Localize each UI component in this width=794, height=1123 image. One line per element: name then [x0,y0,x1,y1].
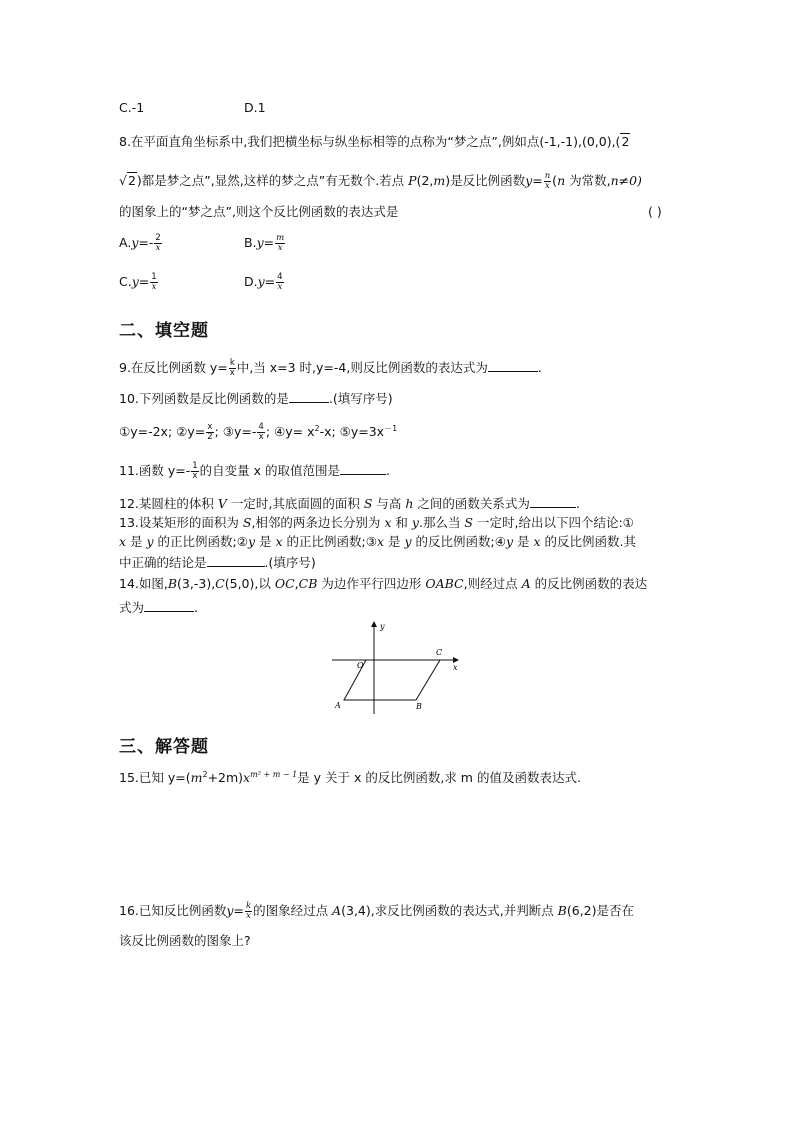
label-c: C [436,648,443,657]
section-heading-fill-in: 二、填空题 [119,321,209,341]
q8-line-3: 的图象上的“梦之点”,则这个反比例函数的表达式是 [119,204,399,219]
parallelogram-figure [330,618,470,718]
q14-line-1: 14.如图,B(3,-3),C(5,0),以 OC,CB 为边作平行四边形 OABC,则经过点 A 的反比例函数的表达 [119,576,648,591]
label-a: A [335,701,341,710]
q13-answer-blank[interactable] [207,553,265,567]
q8-option-b: B.y= $\frac{m}{x}$ [244,233,285,253]
q7-option-d: D.1 [244,100,266,115]
q9-answer-blank[interactable] [488,358,538,372]
q16-line-2: 该反比例函数的图象上? [119,933,251,948]
q13-line-2: x 是 y 的正比例函数;②y 是 x 的正比例函数;③x 是 y 的反比例函数;④y 是 x 的反比例函数.其 [119,534,636,549]
q12-answer-blank[interactable] [530,494,576,508]
q10-answer-blank[interactable] [289,389,329,403]
q14-answer-blank[interactable] [144,598,194,612]
q13-line-1: 13.设某矩形的面积为 S,相邻的两条边长分别为 x 和 y.那么当 S 一定时,给出以下四个结论:① [119,515,634,530]
q15: 15.已知 $y=(m^2+2m)x^{m^2 + m - 1}$是 y 关于 x 的反比例函数,求 m 的值及函数表达式. [119,770,581,786]
q8-option-a: A.y=- $\frac{2}{x}$ [119,233,161,253]
label-o: O [357,661,364,670]
label-b: B [416,702,422,711]
q11: 11.函数 y=- $\frac{1}{x}$ 的自变量 x 的取值范围是 . [119,461,390,481]
q13-line-3: 中正确的结论是 .(填序号) [119,555,316,570]
q8-line-1: 8.在平面直角坐标系中,我们把横坐标与纵坐标相等的点称为“梦之点”,例如点(-1,-1),(0,0),(2 [119,134,630,149]
q10: 10.下列函数是反比例函数的是 .(填写序号) [119,391,393,406]
q8-answer-paren: ( ) [648,204,662,219]
y-axis-label: y [380,622,385,631]
q12: 12.某圆柱的体积 V 一定时,其底面圆的面积 S 与高 h 之间的函数关系式为 . [119,496,580,511]
q7-option-c: C.-1 [119,100,145,115]
q8-option-c: C.y= $\frac{1}{x}$ [119,272,157,292]
q16-line-1: 16.已知反比例函数y= $\frac{k}{x}$ 的图象经过点 A(3,4),求反比例函数的表达式,并判断点 B(6,2)是否在 [119,901,634,921]
q9: 9.在反比例函数 y= $\frac{k}{x}$ 中,当 x=3 时,y=-4,则反比例函数的表达式为 . [119,358,542,378]
q14-line-2: 式为 . [119,600,198,615]
x-axis-label: x [453,663,458,672]
q8-option-d: D.y= $\frac{4}{x}$ [244,272,283,292]
q10-options: ①y=-2x; ②y= $\frac{x}{2}$ ; ③y=- $\frac{4}{x}$ ; ④y= $x^2-x$; $⑤y=3x^{-1}$ [119,422,398,443]
section-heading-solve: 三、解答题 [119,737,209,757]
q8-line-2: √2)都是梦之点”,显然,这样的梦之点”有无数个.若点 P(2,m)是反比例函数y= $\frac{n}{x}$ (n 为常数,n≠0) [119,171,642,191]
q11-answer-blank[interactable] [340,461,386,475]
